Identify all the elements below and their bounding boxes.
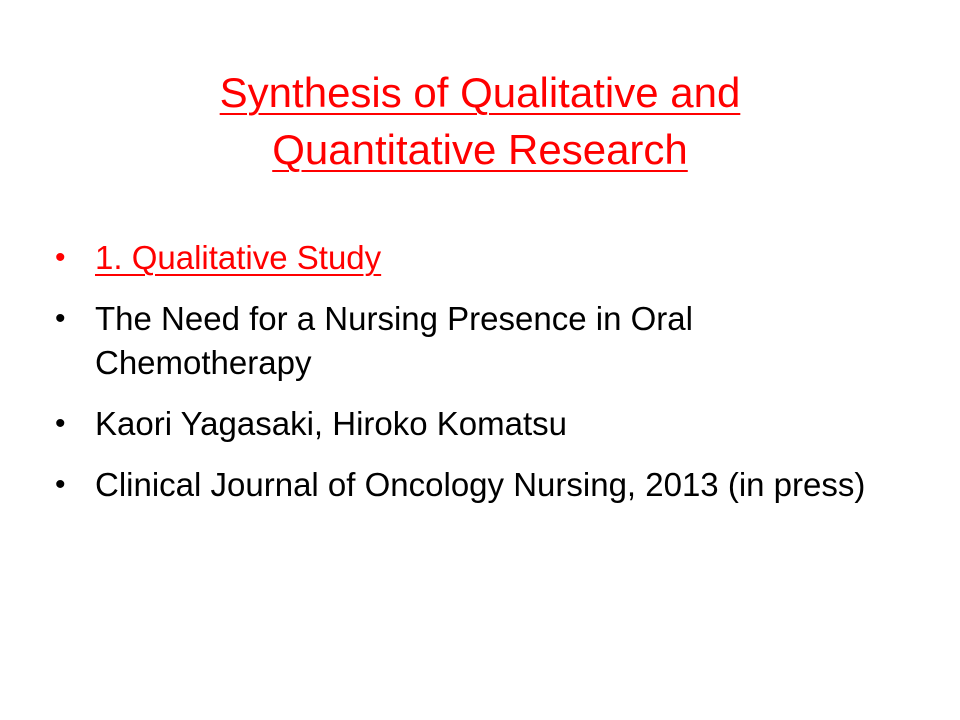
title-line-2: Quantitative Research [272,126,688,173]
bullet-point-icon: • [55,407,66,440]
bullet-text: Kaori Yagasaki, Hiroko Komatsu [95,405,568,442]
bullet-text: 1. Qualitative Study [95,239,382,276]
bullet-point-icon: • [55,468,66,501]
title-line-1: Synthesis of Qualitative and [219,69,741,116]
bullet-point-icon: • [55,241,66,274]
bullet-text: Clinical Journal of Oncology Nursing, 2013 (in press) [95,466,866,503]
bullet-list [55,236,905,524]
bullet-point-icon: • [55,302,66,335]
bullet-text: The Need for a Nursing Presence in Oral Chemotherapy [95,300,693,381]
slide-title [60,64,900,178]
bullet-item-journal [55,463,905,507]
bullet-item-paper-title [55,297,905,385]
bullet-item-qualitative-study [55,236,905,280]
bullet-item-authors [55,402,905,446]
